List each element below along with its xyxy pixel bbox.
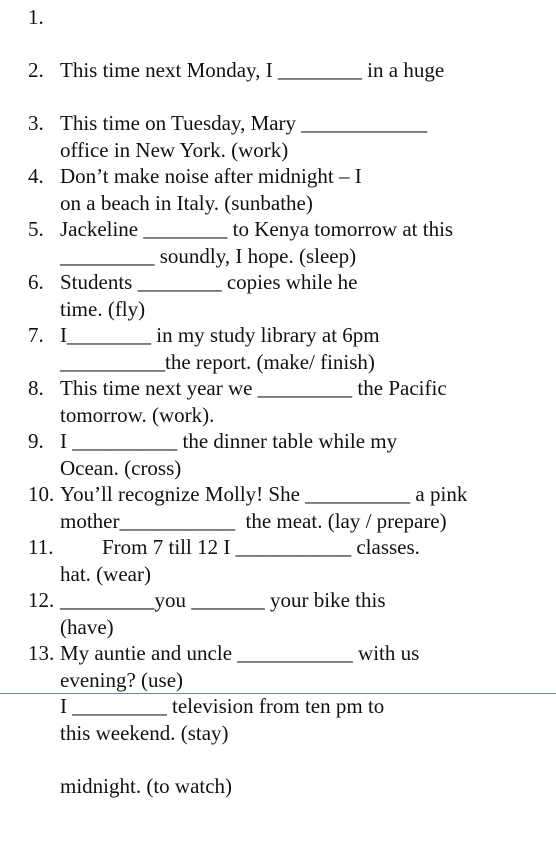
item-line: I _________ television from ten pm to	[60, 694, 385, 718]
item-number: 11.	[28, 535, 54, 559]
item-line: Jackeline ________ to Kenya tomorrow at this	[60, 217, 454, 241]
item-line: You’ll recognize Molly! She __________ a pink	[60, 482, 468, 506]
item-number: 7.	[28, 323, 44, 347]
item-line: mother___________ the meat. (lay / prepare)	[60, 508, 447, 533]
item-number: 9.	[28, 429, 44, 453]
item-line: _________ soundly, I hope. (sleep)	[60, 243, 357, 268]
item-line: __________the report. (make/ finish)	[60, 349, 375, 374]
item-line: Don’t make noise after midnight – I	[60, 164, 362, 188]
item-line: time. (fly)	[60, 296, 146, 321]
item-number: 13.	[28, 641, 55, 665]
item-number: 1.	[28, 5, 44, 29]
page-bottom-border	[0, 693, 556, 694]
item-line: office in New York. (work)	[60, 137, 289, 162]
item-line: this weekend. (stay)	[60, 720, 229, 745]
item-line: Students ________ copies while he	[60, 270, 358, 294]
item-number: 5.	[28, 217, 44, 241]
item-line: evening? (use)	[60, 667, 184, 692]
item-line: on a beach in Italy. (sunbathe)	[60, 190, 313, 215]
item-line: I________ in my study library at 6pm	[60, 323, 380, 347]
item-number: 4.	[28, 164, 44, 188]
item-line: This time on Tuesday, Mary ____________	[60, 111, 428, 135]
item-line: (have)	[60, 614, 114, 639]
item-line: Ocean. (cross)	[60, 455, 182, 480]
item-line: From 7 till 12 I ___________ classes.	[60, 535, 420, 559]
item-number: 6.	[28, 270, 44, 294]
item-line: My auntie and uncle ___________ with us	[60, 641, 420, 665]
item-line: I __________ the dinner table while my	[60, 429, 398, 453]
item-line: _________you _______ your bike this	[60, 588, 386, 612]
item-line: tomorrow. (work).	[60, 402, 215, 427]
item-line: This time next Monday, I ________ in a huge	[60, 58, 445, 82]
item-line: midnight. (to watch)	[60, 773, 233, 798]
item-number: 10.	[28, 482, 55, 506]
item-number: 3.	[28, 111, 44, 135]
item-text	[60, 640, 384, 852]
item-line: This time next year we _________ the Pacific	[60, 376, 447, 400]
item-line: hat. (wear)	[60, 561, 151, 586]
item-number: 2.	[28, 58, 44, 82]
item-number: 12.	[28, 588, 55, 612]
item-number: 8.	[28, 376, 44, 400]
